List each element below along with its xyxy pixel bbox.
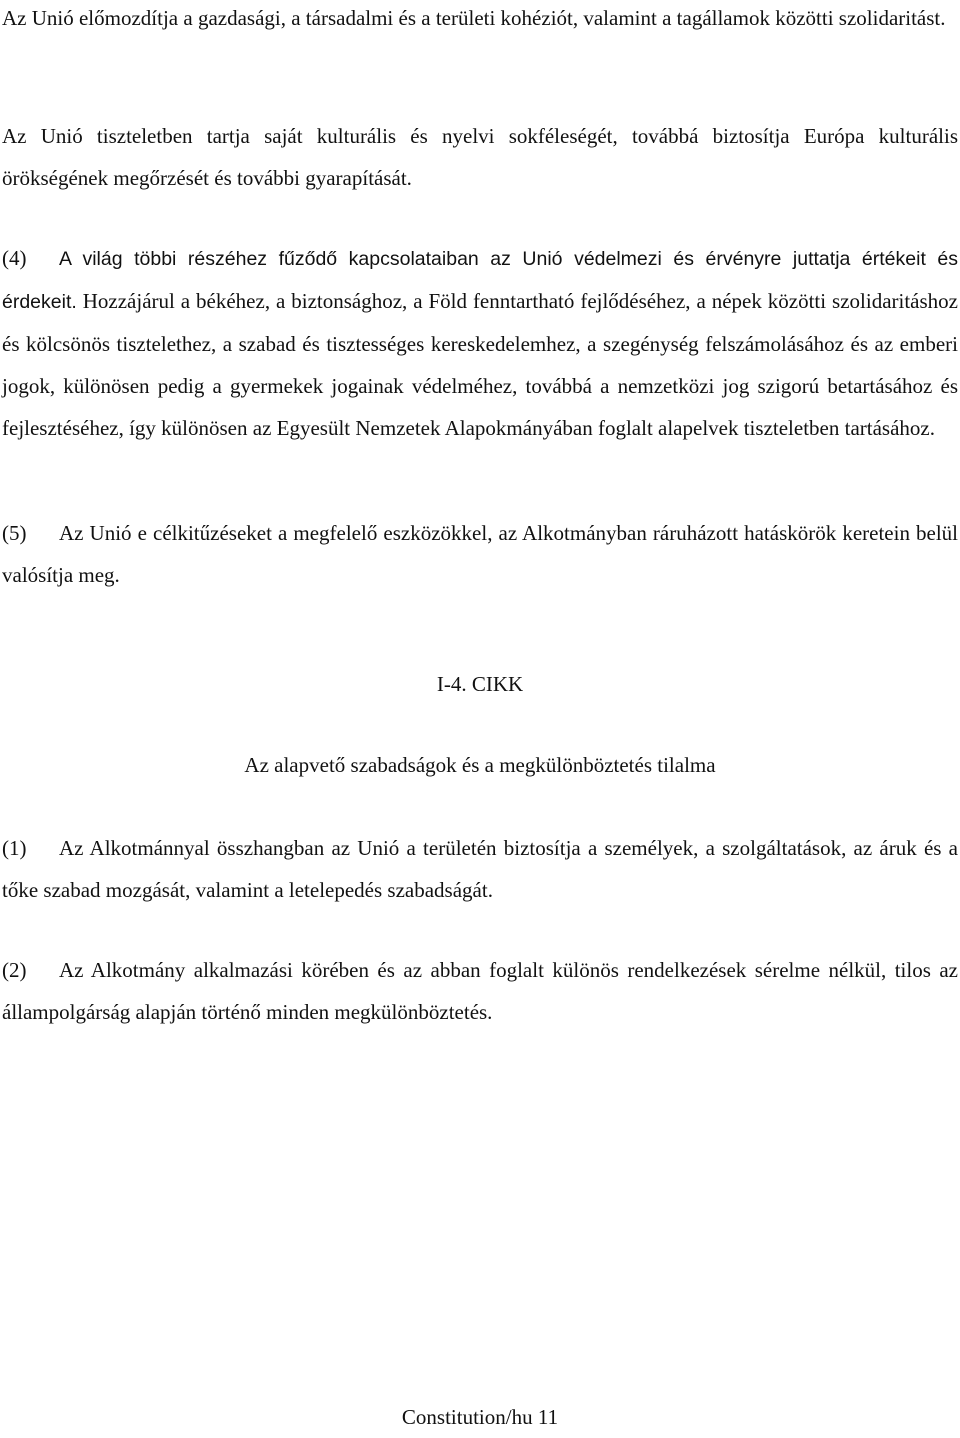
- paragraph-number: (2): [2, 958, 27, 982]
- paragraph-number: (1): [2, 836, 27, 860]
- paragraph-5-body: Az Unió e célkitűzéseket a megfelelő eszközökkel, az Alkotmányban ráruházott hatáskörök keretein belül valósítja meg.: [2, 521, 958, 587]
- article-number: I-4. CIKK: [436, 672, 524, 696]
- paragraph-number: (5): [2, 521, 27, 545]
- paragraph-number: (4): [2, 246, 27, 270]
- article-paragraph-1: [2, 827, 958, 911]
- paragraph-5: [2, 512, 958, 596]
- article-paragraph-1-body: Az Alkotmánnyal összhangban az Unió a területén biztosítja a személyek, a szolgáltatások, az áruk és a tőke szabad mozgását, valamint a letelepedés szabadságát.: [2, 836, 958, 902]
- article-title: Az alapvető szabadságok és a megkülönböztetés tilalma: [244, 753, 716, 777]
- paragraph-4-body: Hozzájárul a békéhez, a biztonsághoz, a Föld fenntartható fejlődéséhez, a népek közötti szolidaritáshoz és kölcsönös tisztelethez, a szabad és tisztességes kereskedelemhez, a szegénység felszámolásához és az emberi jogok, különösen pedig a gyermekek jogainak védelméhez, továbbá a nemzetközi jog szigorú betartásához és fejlesztéséhez, így különösen az Egyesült Nemzetek Alapokmányában foglalt alapelvek tiszteletben tartásához.: [2, 289, 958, 440]
- paragraph-cohesion: Az Unió előmozdítja a gazdasági, a társadalmi és a területi kohéziót, valamint a tagállamok közötti szolidaritást.: [2, 6, 946, 30]
- paragraph-4: [2, 237, 958, 449]
- paragraph-cultural-heritage: Az Unió tiszteletben tartja saját kulturális és nyelvi sokféleségét, továbbá biztosítja Európa kulturális örökségének megőrzését és további gyarapítását.: [2, 124, 958, 190]
- page-footer: Constitution/hu 11: [401, 1405, 559, 1429]
- paragraph-4-intro: A világ többi részéhez fűződő kapcsolataiban az Unió védelmezi és érvényre juttatja értékeit és érdekeit.: [2, 248, 958, 313]
- article-paragraph-2: [2, 949, 958, 1033]
- article-paragraph-2-body: Az Alkotmány alkalmazási körében és az abban foglalt különös rendelkezések sérelme nélkül, tilos az állampolgárság alapján történő minden megkülönböztetés.: [2, 958, 958, 1024]
